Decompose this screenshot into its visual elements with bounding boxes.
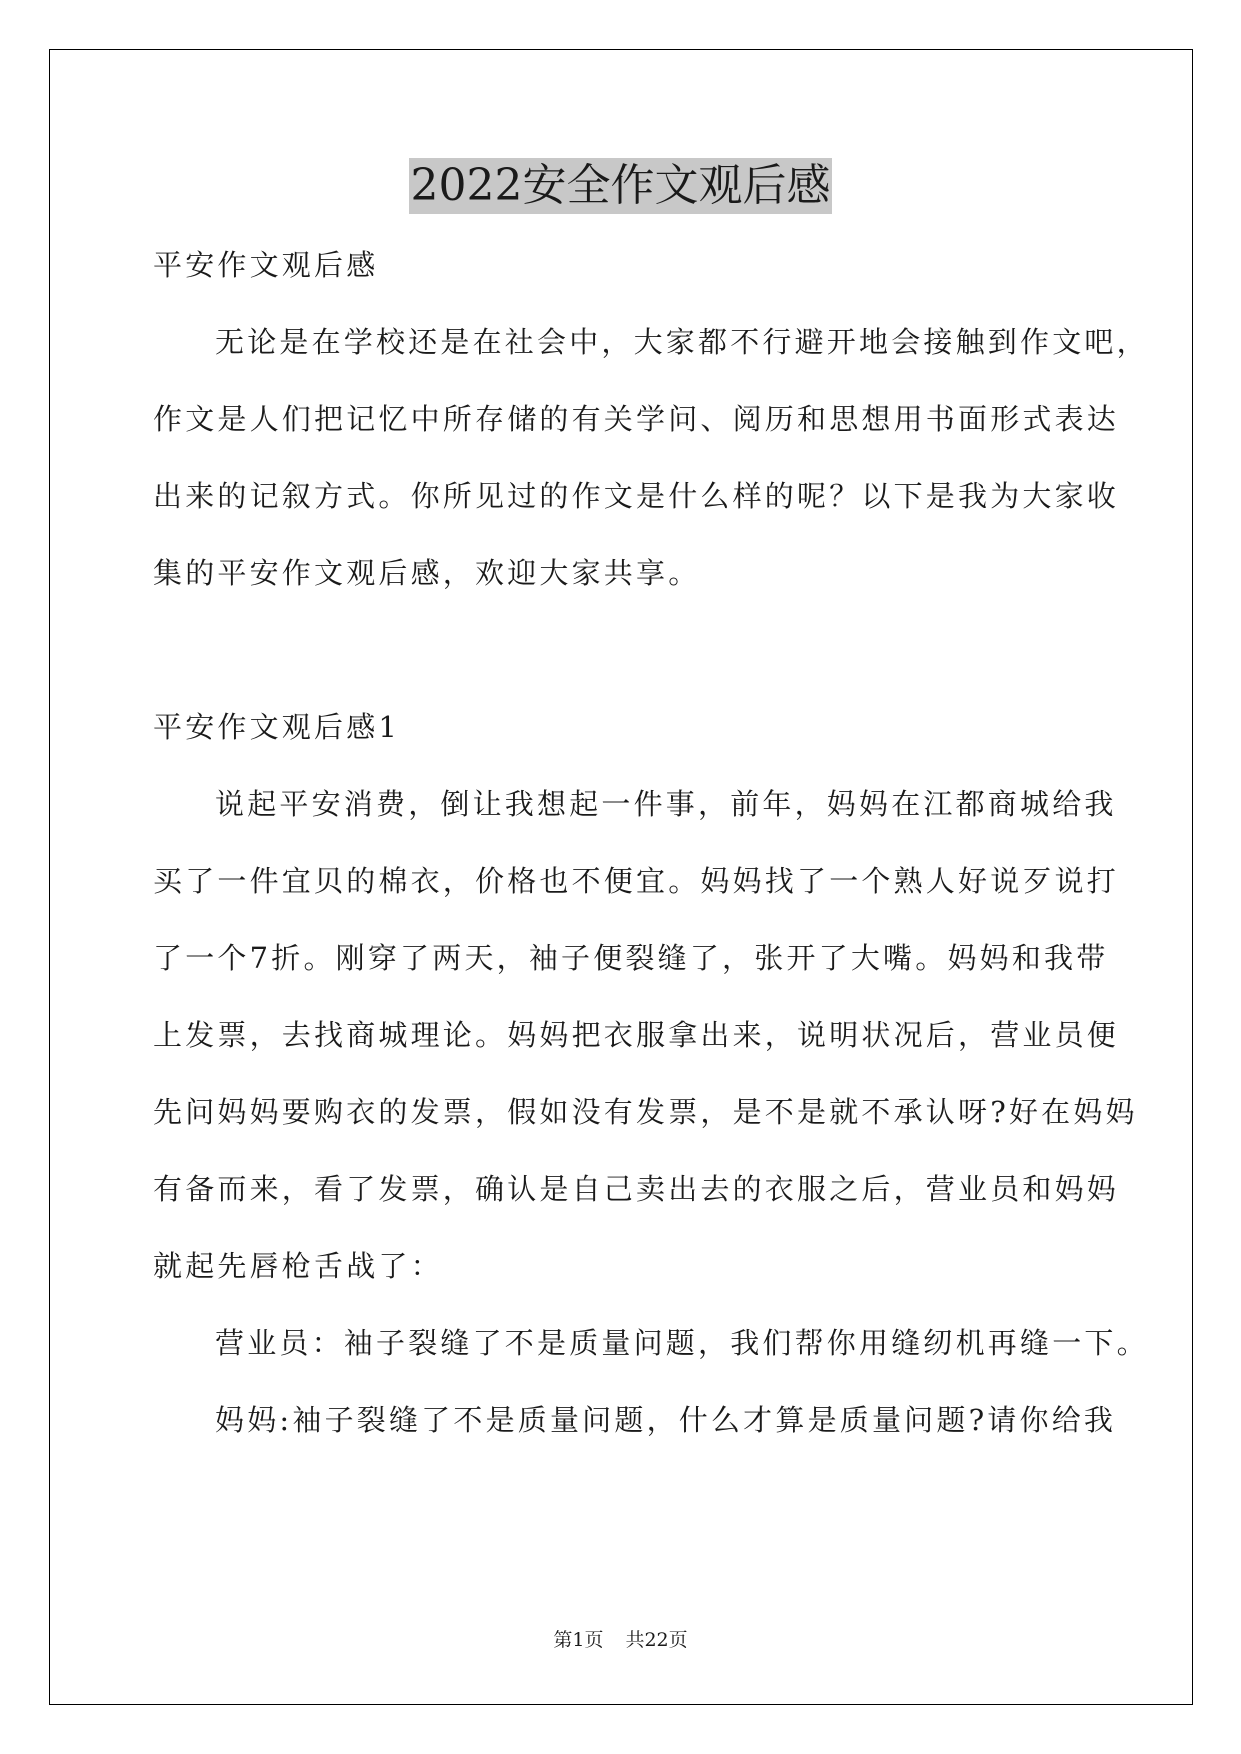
paragraph-line: 有备而来，看了发票，确认是自己卖出去的衣服之后，营业员和妈妈 <box>153 1172 1120 1206</box>
paragraph-line: 营业员：袖子裂缝了不是质量问题，我们帮你用缝纫机再缝一下。 <box>215 1326 1149 1360</box>
paragraph-line: 妈妈:袖子裂缝了不是质量问题，什么才算是质量问题?请你给我 <box>215 1403 1117 1437</box>
page-total: 共22页 <box>625 1629 688 1651</box>
paragraph-line: 集的平安作文观后感，欢迎大家共享。 <box>153 556 701 590</box>
section-heading: 平安作文观后感1 <box>153 710 401 744</box>
section-heading: 平安作文观后感 <box>153 248 379 282</box>
page-footer <box>0 1628 1241 1652</box>
document-title <box>0 158 1241 217</box>
paragraph-line: 无论是在学校还是在社会中，大家都不行避开地会接触到作文吧， <box>215 325 1149 359</box>
paragraph-line: 出来的记叙方式。你所见过的作文是什么样的呢？以下是我为大家收 <box>153 479 1120 513</box>
document-title-text: 2022安全作文观后感 <box>409 158 833 214</box>
paragraph-line: 买了一件宜贝的棉衣，价格也不便宜。妈妈找了一个熟人好说歹说打 <box>153 864 1120 898</box>
page-number: 第1页 <box>553 1629 604 1651</box>
paragraph-line: 就起先唇枪舌战了： <box>153 1249 443 1283</box>
paragraph-line: 上发票，去找商城理论。妈妈把衣服拿出来，说明状况后，营业员便 <box>153 1018 1120 1052</box>
paragraph-line: 了一个7折。刚穿了两天，袖子便裂缝了，张开了大嘴。妈妈和我带 <box>153 941 1109 975</box>
paragraph-line: 先问妈妈要购衣的发票，假如没有发票，是不是就不承认呀?好在妈妈 <box>153 1095 1138 1129</box>
paragraph-line: 作文是人们把记忆中所存储的有关学问、阅历和思想用书面形式表达 <box>153 402 1120 436</box>
paragraph-line: 说起平安消费，倒让我想起一件事，前年，妈妈在江都商城给我 <box>215 787 1117 821</box>
